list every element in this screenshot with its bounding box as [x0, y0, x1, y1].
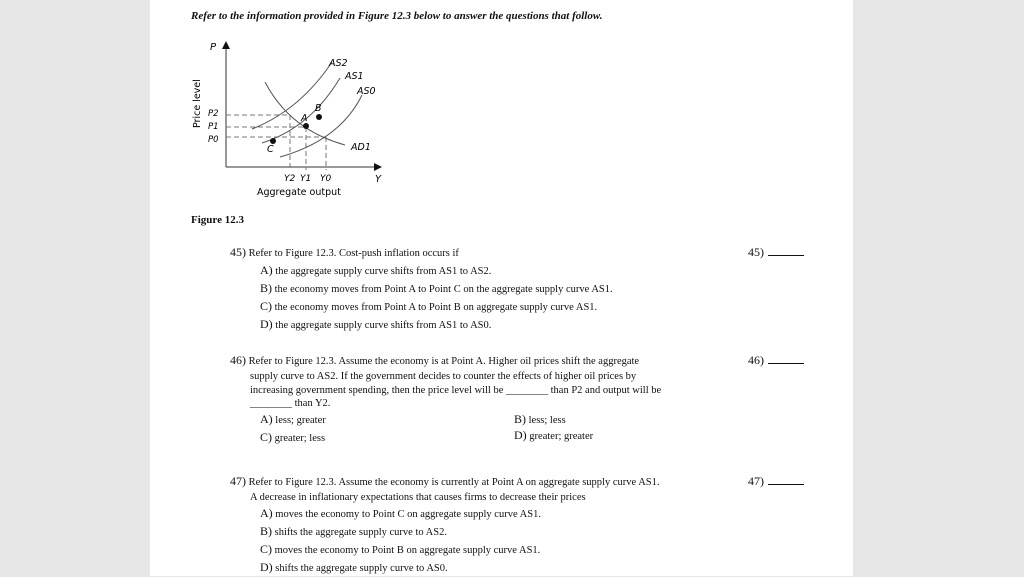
question-46: 46) Refer to Figure 12.3. Assume the economy is at Point A. Higher oil prices shift the aggregate supply curve to AS2. If the government decides to counter the effects of higher oil prices by increasing government spending, then the price level will be ________ than P2 and output will be ________ than Y2. A) less; greater C) greater; less B) less; less D) greater; greater: [230, 353, 662, 444]
figure-caption: Figure 12.3: [191, 214, 244, 226]
intro-text: Refer to the information provided in Figure 12.3 below to answer the questions that follow.: [191, 10, 603, 22]
label-b: B: [315, 103, 322, 114]
tick-y1: Y1: [300, 174, 312, 184]
figure-12-3-graph: [0, 0, 450, 210]
label-as1: AS1: [345, 71, 364, 82]
tick-y0: Y0: [320, 174, 332, 184]
answer-blank-47[interactable]: 47): [748, 473, 804, 489]
as1-curve: [262, 78, 340, 143]
guide-lines: [226, 115, 326, 170]
question-45: 45) Refer to Figure 12.3. Cost-push inflation occurs if A) the aggregate supply curve shifts from AS1 to AS2. B) the economy moves from Point A to Point C on the aggregate supply curve AS1. C) the economy moves from Point A to Point B on aggregate supply curve AS1. D) the aggregate supply curve shifts from AS1 to AS0.: [230, 245, 613, 331]
document-page: [150, 0, 853, 576]
x-axis-symbol: Y: [375, 174, 382, 185]
point-b: [316, 114, 322, 120]
y-axis-label: Price level: [192, 79, 203, 128]
tick-p0: P0: [208, 135, 219, 145]
question-47: 47) Refer to Figure 12.3. Assume the economy is currently at Point A on aggregate supply curve AS1. A decrease in inflationary expectations that causes firms to decrease their prices A) moves the economy to Point C on aggregate supply curve AS1. B) shifts the aggregate supply curve to AS2. C) moves the economy to Point B on aggregate supply curve AS1. D) shifts the aggregate supply curve to AS0.: [230, 474, 660, 574]
tick-p2: P2: [208, 109, 219, 119]
tick-y2: Y2: [284, 174, 296, 184]
label-as0: AS0: [357, 86, 376, 97]
y-axis-symbol: P: [210, 42, 217, 53]
label-c: C: [267, 144, 274, 155]
x-axis-label: Aggregate output: [257, 187, 341, 198]
label-as2: AS2: [329, 58, 348, 69]
label-ad1: AD1: [351, 142, 371, 153]
answer-blank-46[interactable]: 46): [748, 352, 804, 368]
answer-blank-45[interactable]: 45): [748, 244, 804, 260]
tick-p1: P1: [208, 122, 219, 132]
label-a: A: [301, 113, 308, 124]
